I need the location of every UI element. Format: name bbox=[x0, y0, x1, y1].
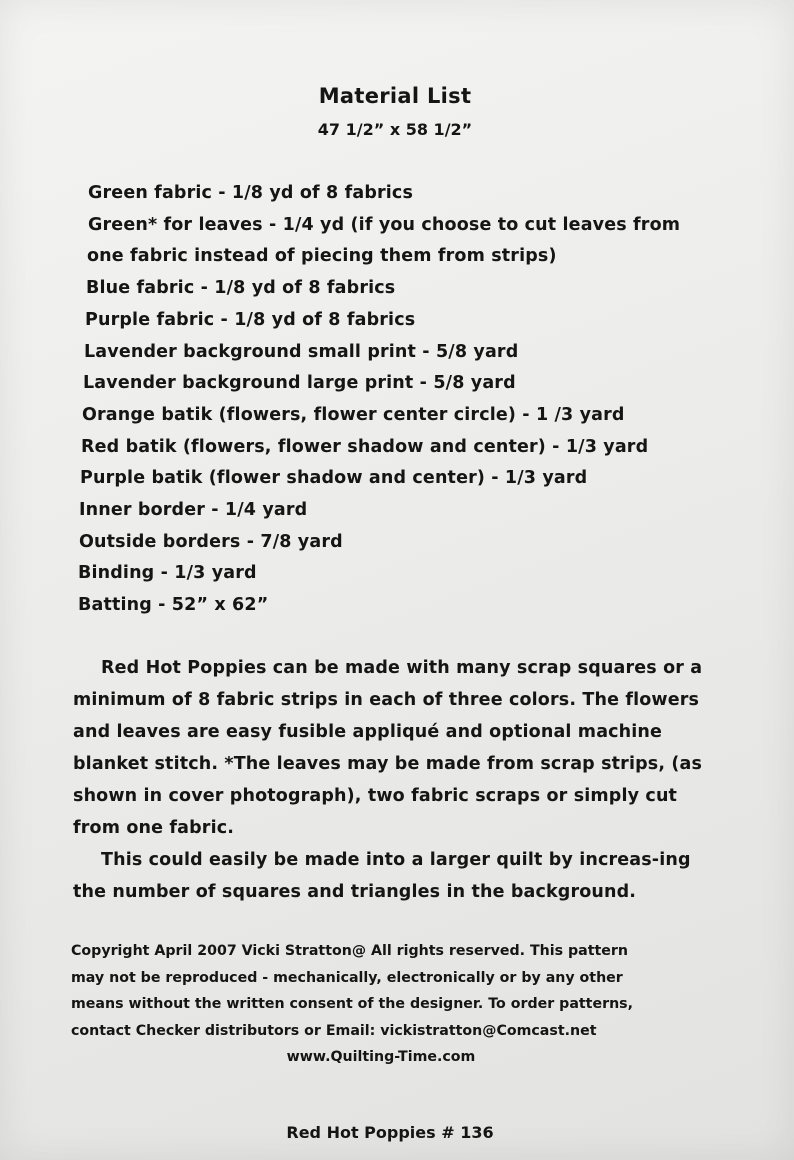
copyright-line: contact Checker distributors or Email: vickistratton@Comcast.net bbox=[71, 1022, 597, 1039]
material-item: Lavender background small print - 5/8 yard bbox=[84, 341, 519, 362]
website-link: www.Quilting-Time.com bbox=[286, 1049, 476, 1065]
material-list bbox=[78, 178, 728, 622]
material-item: Red batik (flowers, flower shadow and center) - 1/3 yard bbox=[81, 436, 649, 457]
copyright-line: Copyright April 2007 Vicki Stratton@ All rights reserved. This pattern bbox=[71, 943, 628, 959]
copyright-line: may not be reproduced - mechanically, electronically or by any other bbox=[71, 969, 623, 986]
material-item: Green* for leaves - 1/4 yd (if you choose to cut leaves from bbox=[88, 214, 681, 235]
copyright-line: means without the written consent of the designer. To order patterns, bbox=[71, 996, 634, 1012]
description-paragraph: This could easily be made into a larger quilt by increas-ing the number of squares and triangles in the background. bbox=[73, 850, 691, 902]
material-item: Lavender background large print - 5/8 yard bbox=[83, 373, 516, 394]
material-item: Green fabric - 1/8 yd of 8 fabrics bbox=[88, 183, 414, 203]
material-item: Outside borders - 7/8 yard bbox=[79, 531, 343, 552]
material-item: Orange batik (flowers, flower center circle) - 1 /3 yard bbox=[82, 404, 625, 425]
material-item: one fabric instead of piecing them from strips) bbox=[87, 246, 557, 267]
material-item: Batting - 52” x 62” bbox=[78, 595, 269, 616]
quilt-dimensions: 47 1/2” x 58 1/2” bbox=[317, 120, 473, 139]
description-paragraph: Red Hot Poppies can be made with many scrap squares or a minimum of 8 fabric strips in each of three colors. The flowers and leaves are easy fusible appliqué and optional machine blanket stitch. *The leaves may be made from scrap strips, (as shown in cover photograph), two fabric scraps or simply cut from one fabric. bbox=[73, 658, 703, 838]
page-title: Material List bbox=[318, 84, 472, 108]
material-item: Purple fabric - 1/8 yd of 8 fabrics bbox=[85, 309, 416, 330]
material-item: Inner border - 1/4 yard bbox=[79, 500, 308, 521]
pattern-description bbox=[73, 652, 723, 908]
material-item: Binding - 1/3 yard bbox=[78, 563, 257, 584]
material-item: Purple batik (flower shadow and center) - 1/3 yard bbox=[80, 468, 588, 489]
material-item: Blue fabric - 1/8 yd of 8 fabrics bbox=[86, 278, 396, 299]
copyright-notice bbox=[71, 938, 711, 1071]
pattern-footer: Red Hot Poppies # 136 bbox=[286, 1123, 494, 1142]
